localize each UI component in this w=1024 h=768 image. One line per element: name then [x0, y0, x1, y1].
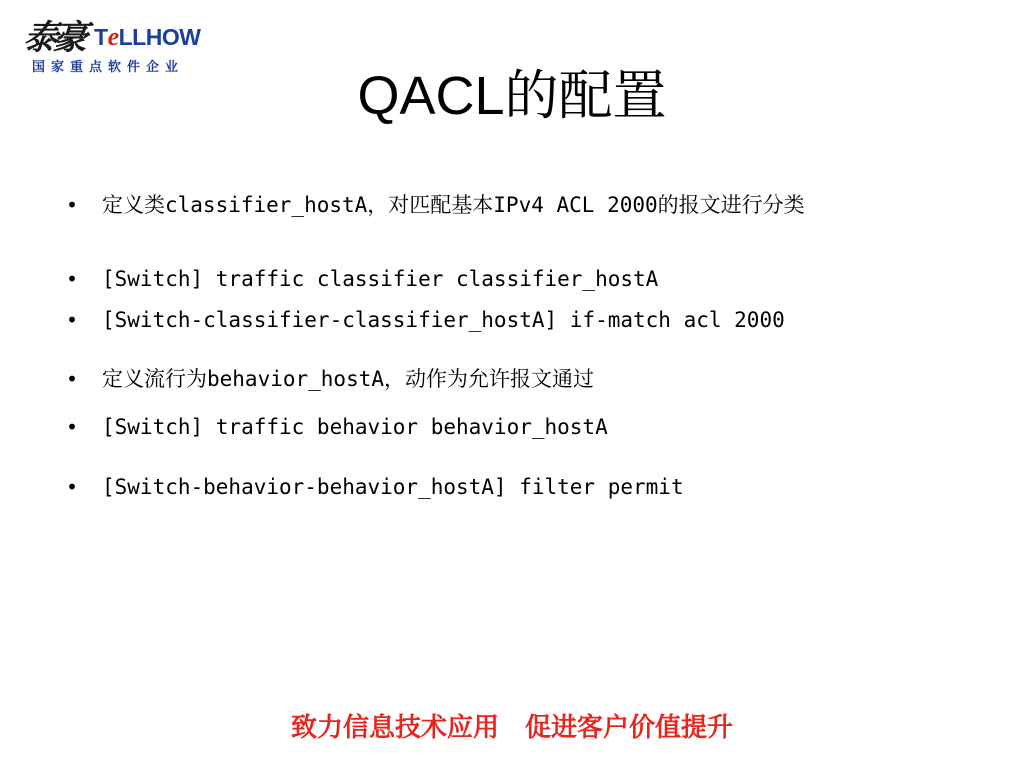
slide-title: QACL的配置 [357, 66, 667, 126]
bullet-dot-icon: • [66, 415, 79, 439]
logo-subtitle: 国家重点软件企业 [32, 60, 185, 75]
logo-wordmark-accent: e [107, 22, 119, 51]
bullet-item [60, 303, 950, 337]
logo-calligraphy: 泰豪 [21, 18, 86, 58]
bullet-dot-icon: • [66, 475, 79, 499]
footer-slogan: 致力信息技术应用 促进客户价值提升 [290, 713, 733, 743]
bullet-item [60, 362, 950, 396]
bullet-text: 定义类classifier_hostA，对匹配基本IPv4 ACL 2000的报文进行分类 [102, 193, 805, 217]
logo-mark [21, 6, 208, 58]
bullet-text: 定义流行为behavior_hostA，动作为允许报文通过 [102, 367, 595, 391]
logo-wordmark-prefix: T [94, 24, 108, 50]
bullet-item [60, 188, 950, 222]
bullet-text: [Switch] traffic behavior behavior_hostA [102, 415, 608, 439]
bullet-dot-icon: • [66, 367, 79, 391]
bullet-item [60, 470, 950, 504]
bullet-dot-icon: • [66, 308, 79, 332]
bullet-text: [Switch] traffic classifier classifier_hostA [102, 267, 659, 291]
bullet-text: [Switch-classifier-classifier_hostA] if-match acl 2000 [102, 308, 785, 332]
logo-wordmark [94, 22, 200, 52]
logo-wordmark-suffix: LLHOW [118, 24, 201, 50]
bullet-dot-icon: • [66, 193, 79, 217]
bullet-text: [Switch-behavior-behavior_hostA] filter permit [102, 475, 684, 499]
bullet-item [60, 262, 950, 296]
bullet-item [60, 410, 950, 444]
bullet-dot-icon: • [66, 267, 79, 291]
